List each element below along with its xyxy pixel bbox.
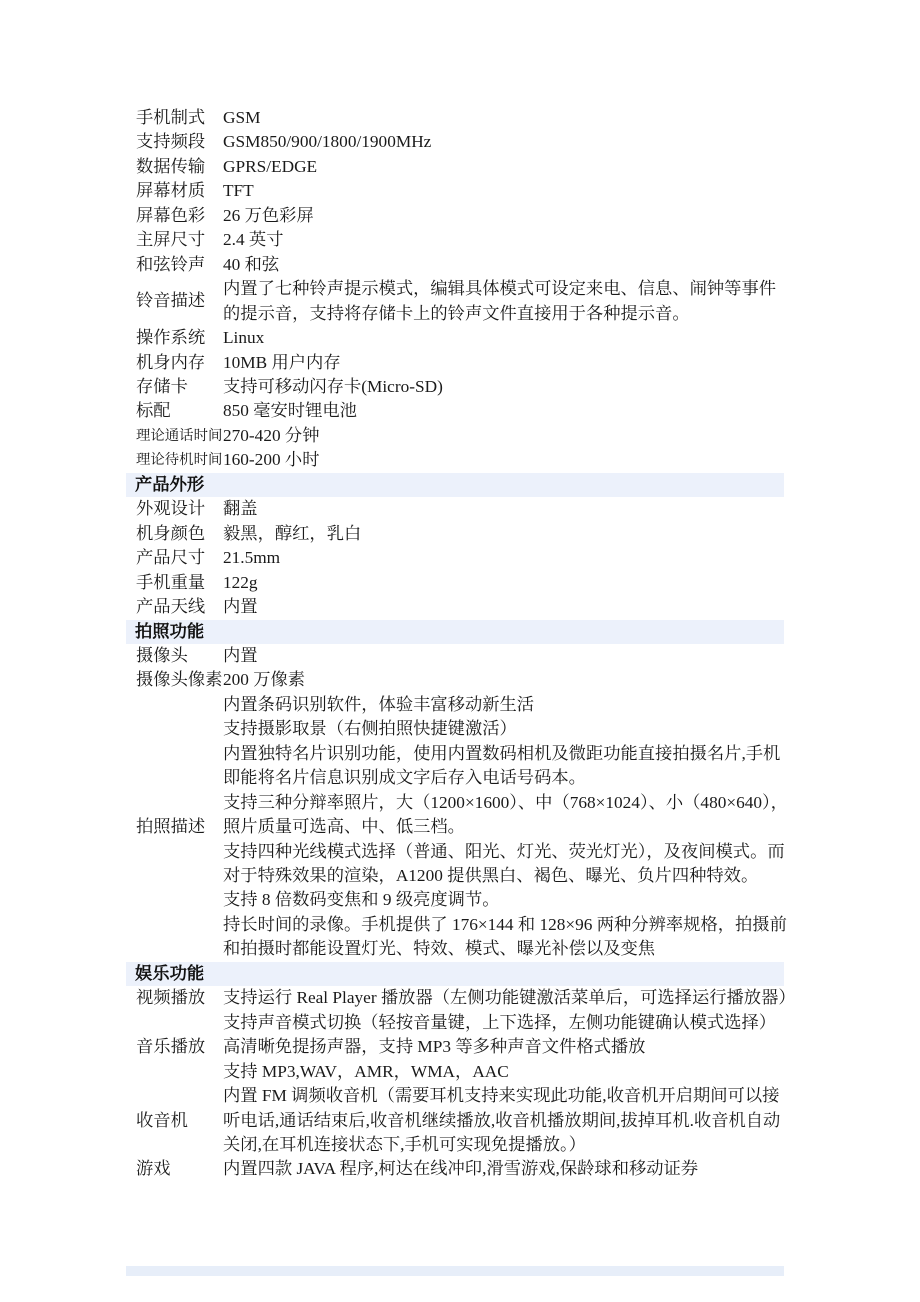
spec-value-line: 270-420 分钟 [223,425,320,445]
spec-label: 存储卡 [136,376,188,396]
spec-value [223,204,784,228]
spec-label: 手机制式 [136,108,206,127]
spec-row [126,668,784,692]
spec-row [126,326,784,350]
spec-value-line: 内置了七种铃声提示模式，编辑具体模式可设定来电、信息、闹钟等事件 [223,279,777,299]
spec-label: 支持频段 [136,132,206,152]
spec-label: 外观设计 [136,499,206,519]
spec-row [126,228,784,252]
spec-label: 理论待机时间 [136,452,223,469]
spec-label: 摄像头 [136,645,188,665]
spec-label: 游戏 [136,1159,171,1179]
spec-value-line: GSM [223,108,261,127]
spec-value-line: 和拍摄时都能设置灯光、特效、模式、曝光补偿以及变焦 [223,939,656,959]
spec-value-line: 内置 [223,645,258,665]
spec-value-line: 支持运行 Real Player 播放器（左侧功能键激活菜单后，可选择运行播放器） [223,988,796,1008]
spec-value-line: 毅黑，醇红，乳白 [223,523,362,543]
spec-label: 机身颜色 [136,523,206,543]
spec-label: 机身内存 [136,352,206,372]
spec-label: 摄像头像素 [136,670,223,690]
spec-row [126,497,784,521]
spec-label: 视频播放 [136,988,206,1008]
spec-value-line: Linux [223,328,265,348]
spec-row [126,1011,784,1035]
spec-value-line: 支持 MP3,WAV，AMR，WMA，AAC [223,1061,509,1081]
spec-row [126,179,784,203]
spec-value-line: 内置条码识别软件，体验丰富移动新生活 [223,694,535,714]
spec-row [126,986,796,1010]
spec-value-line: 26 万色彩屏 [223,205,314,225]
spec-value-line: 200 万像素 [223,670,306,690]
spec-value [223,130,784,154]
spec-label: 音乐播放 [136,1037,206,1057]
spec-value-line: 内置四款 JAVA 程序,柯达在线冲印,滑雪游戏,保龄球和移动证券 [223,1159,699,1179]
spec-value-line: 支持可移动闪存卡(Micro-SD) [223,376,443,396]
spec-value [223,179,784,203]
spec-row [126,1157,784,1181]
spec-value-line: 关闭,在耳机连接状态下,手机可实现免提播放。） [223,1134,586,1154]
spec-value-line: 支持声音模式切换（轻按音量键，上下选择，左侧功能键确认模式选择） [223,1012,777,1032]
spec-value-line: 听电话,通话结束后,收音机继续播放,收音机播放期间,拔掉耳机.收音机自动 [223,1110,781,1130]
spec-row [126,424,784,448]
spec-label: 产品天线 [136,597,206,617]
spec-value-line: 21.5mm [223,548,281,568]
spec-row [126,155,784,179]
spec-value-line: 160-200 小时 [223,450,320,470]
spec-row [126,595,784,619]
spec-label [126,1011,223,1035]
spec-value [223,668,784,692]
spec-value-line: GPRS/EDGE [223,156,318,176]
spec-value-line: 对于特殊效果的渲染，A1200 提供黑白、褐色、曝光、负片四种特效。 [223,866,759,886]
spec-value [223,448,784,472]
spec-row [126,351,784,375]
spec-label: 主屏尺寸 [136,230,206,250]
spec-value-line: 支持四种光线模式选择（普通、阳光、灯光、荧光灯光），及夜间模式。而 [223,841,785,861]
spec-row [126,644,784,668]
spec-value-line: 850 毫安时锂电池 [223,401,357,421]
spec-value [223,1035,784,1059]
spec-value [223,424,784,448]
spec-row [126,277,784,326]
spec-value-line: 高清晰免提扬声器，支持 MP3 等多种声音文件格式播放 [223,1037,646,1057]
spec-label: 操作系统 [136,328,206,348]
spec-label: 拍照描述 [136,817,206,837]
spec-value [223,277,784,326]
spec-value-line: 即能将名片信息识别成文字后存入电话号码本。 [223,768,586,788]
spec-value [223,1157,784,1181]
spec-value-line: 支持三种分辩率照片，大（1200×1600）、中（768×1024）、小（480×640）， [223,792,788,812]
spec-value-line: 122g [223,572,258,592]
spec-row [126,1084,784,1157]
section-header: 娱乐功能 [126,962,784,986]
spec-value-line: 照片质量可选高、中、低三档。 [223,817,465,837]
spec-value-line: TFT [223,181,254,201]
spec-value [223,399,784,423]
spec-label: 理论通话时间 [136,427,223,444]
spec-value-line: 内置独特名片识别功能，使用内置数码相机及微距功能直接拍摄名片,手机 [223,743,781,763]
spec-value [223,228,784,252]
spec-row [126,375,784,399]
spec-value [223,155,784,179]
spec-value-line: 内置 FM 调频收音机（需要耳机支持来实现此功能,收音机开启期间可以接 [223,1086,780,1106]
spec-value-line: 2.4 英寸 [223,230,284,250]
spec-value [223,375,784,399]
spec-label: 标配 [136,401,171,421]
spec-value-line: 内置 [223,597,258,617]
spec-label: 产品尺寸 [136,548,206,568]
spec-row [126,204,784,228]
section-header: 拍照功能 [126,620,784,644]
phone-spec-table [126,106,796,1182]
spec-value-line: 10MB 用户内存 [223,352,341,372]
spec-value [223,1084,784,1157]
spec-row [126,571,784,595]
spec-value-line: 支持 8 倍数码变焦和 9 级亮度调节。 [223,890,500,910]
spec-value-line: 的提示音，支持将存储卡上的铃声文件直接用于各种提示音。 [223,303,690,323]
bottom-section-strip [126,1266,784,1276]
spec-value-line: 持长时间的录像。手机提供了 176×144 和 128×96 两种分辨率规格，拍摄前 [223,914,787,934]
spec-label [126,1060,223,1084]
section-header: 产品外形 [126,473,784,497]
spec-value [223,497,784,521]
spec-value-line: 40 和弦 [223,254,280,274]
spec-value [223,546,784,570]
spec-label: 屏幕材质 [136,181,206,201]
spec-row [126,106,784,130]
spec-row [126,130,784,154]
spec-value [223,106,784,130]
spec-label: 和弦铃声 [136,254,206,274]
spec-row [126,546,784,570]
spec-value-line: 翻盖 [223,499,258,519]
spec-row [126,448,784,472]
spec-row [126,253,784,277]
spec-value [223,1060,784,1084]
spec-value [223,522,784,546]
spec-value [223,571,784,595]
spec-value [223,644,784,668]
spec-value [223,253,784,277]
spec-value [223,1011,784,1035]
spec-row [126,1035,784,1059]
spec-row [126,522,784,546]
spec-label: 铃音描述 [136,291,206,311]
spec-row [126,399,784,423]
spec-value [223,693,788,962]
spec-value [223,595,784,619]
spec-value [223,986,796,1010]
spec-value-line: GSM850/900/1800/1900MHz [223,132,432,152]
spec-row [126,693,788,962]
spec-value-line: 支持摄影取景（右侧拍照快捷键激活） [223,719,517,739]
spec-value [223,326,784,350]
spec-label: 数据传输 [136,156,206,176]
spec-label: 屏幕色彩 [136,205,206,225]
spec-row [126,1060,784,1084]
spec-value [223,351,784,375]
spec-label: 收音机 [136,1110,188,1130]
spec-label: 手机重量 [136,572,206,592]
